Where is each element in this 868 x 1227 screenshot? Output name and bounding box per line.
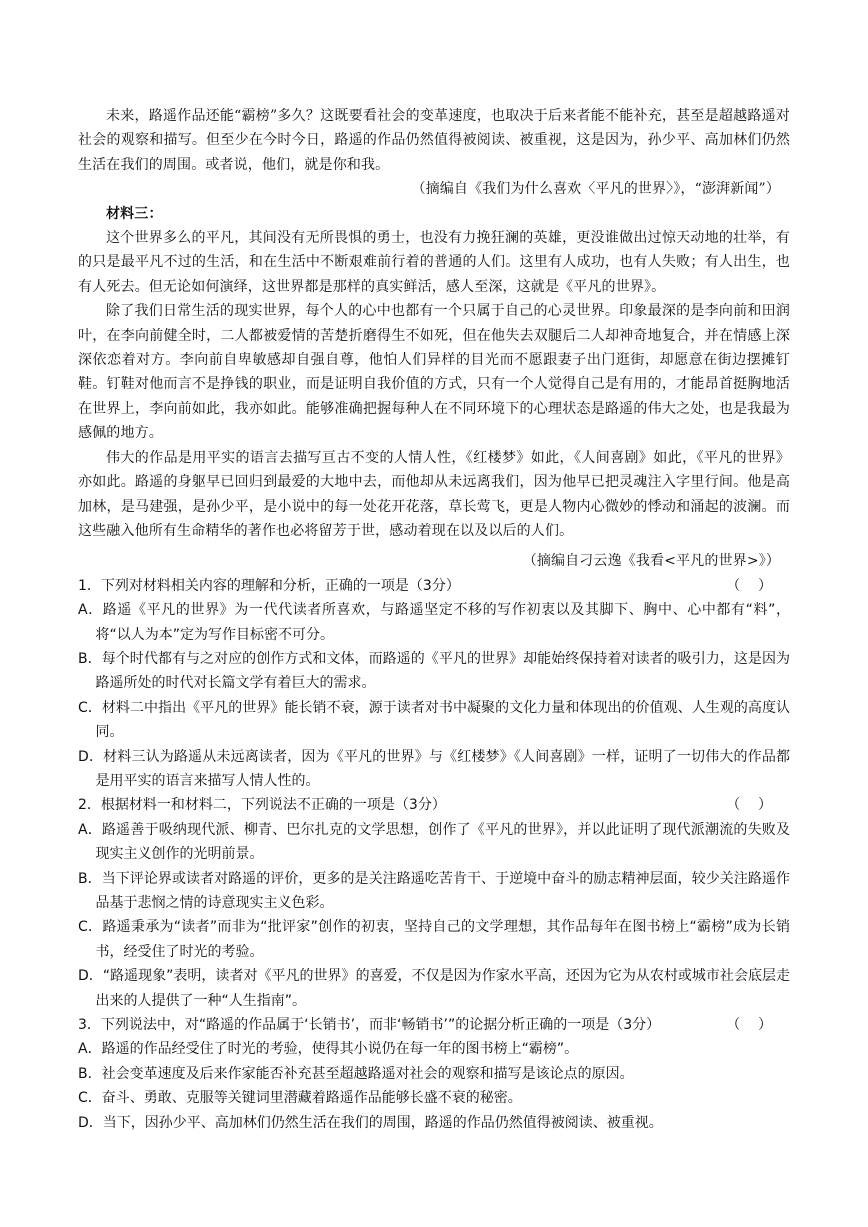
question-2 (78, 793, 790, 1013)
question-stem-row (78, 574, 790, 598)
material3-source: （摘编自刁云逸《我看<平凡的世界>》） (522, 553, 780, 570)
material2-tail-paragraph: 未来，路遥作品还能“霸榜”多久？这既要看社会的变革速度，也取决于后来者能不能补充，甚至是超越路遥对社会的观察和描写。但至少在今时今日，路遥的作品仍然值得被阅读、被重视，这是因为，孙少平、高加林们仍然生活在我们的周围。或者说，他们，就是你和我。 (78, 108, 790, 173)
question-3 (78, 1013, 790, 1135)
question-stem-row (78, 1013, 790, 1037)
option-c: C．材料二中指出《平凡的世界》能长销不衰，源于读者对书中凝聚的文化力量和体现出的价值观、人生观的高度认同。 (78, 699, 790, 741)
reading-material (78, 104, 790, 574)
question-stem: 1．下列对材料相关内容的理解和分析，正确的一项是（3分） (78, 577, 460, 594)
option-b: B．社会变革速度及后来作家能否补充甚至超越路遥对社会的观察和描写是该论点的原因。 (78, 1065, 634, 1082)
option-d: D．材料三认为路遥从未远离读者，因为《平凡的世界》与《红楼梦》《人间喜剧》一样，证明了一切伟大的作品都是用平实的语言来描写人情人性的。 (78, 748, 790, 789)
option-b: B．当下评论界或读者对路遥的评价，更多的是关注路遥吃苦肯干、于逆境中奋斗的励志精神层面，较少关注路遥作品基于悲悯之情的诗意现实主义色彩。 (78, 870, 790, 911)
question-stem-row (78, 793, 790, 817)
material3-paragraph-3: 伟大的作品是用平实的语言去描写亘古不变的人情人性，《红楼梦》如此，《人间喜剧》如此，《平凡的世界》亦如此。路遥的身躯早已回归到最爱的大地中去，而他却从未远离我们，因为他早已把灵魂注入字里行间。他是高加林，是马建强，是孙少平，是小说中的每一处花开花落，草长莺飞，更是人物内心微妙的悸动和涌起的波澜。而这些融入他所有生命精华的著作也必将留芳于世，感动着现在以及以后的人们。 (78, 449, 790, 539)
option-a: A．路遥《平凡的世界》为一代代读者所喜欢，与路遥坚定不移的写作初衷以及其脚下、胸中、心中都有“料”，将“以人为本”定为写作目标密不可分。 (78, 602, 790, 643)
option-d: D．当下，因孙少平、高加林们仍然生活在我们的周围，路遥的作品仍然值得被阅读、被重视。 (78, 1114, 663, 1131)
material3-paragraph-2: 除了我们日常生活的现实世界，每个人的心中也都有一个只属于自己的心灵世界。印象最深的是李向前和田润叶，在李向前健全时，二人都被爱情的苦楚折磨得生不如死，但在他失去双腿后二人却神奇地复合，并在情感上深深依恋着对方。李向前自卑敏感却自强自尊，他怕人们异样的目光而不愿跟妻子出门逛街，却愿意在街边摆摊钉鞋。钉鞋对他而言不是挣钱的职业，而是证明自我价值的方式，只有一个人觉得自己是有用的，才能昂首挺胸地活在世界上，李向前如此，我亦如此。能够准确把握每种人在不同环境下的心理状态是路遥的伟大之处，也是我最为感佩的地方。 (78, 303, 790, 442)
option-c: C．路遥秉承为“读者”而非为“批评家”创作的初衷，坚持自己的文学理想，其作品每年在图书榜上“霸榜”成为长销书，经受住了时光的考验。 (78, 919, 790, 960)
answer-blank[interactable]: （ ） (726, 1017, 772, 1034)
answer-blank[interactable]: （ ） (726, 577, 772, 594)
material3-label: 材料三： (106, 205, 163, 222)
material3-paragraph-1: 这个世界多么的平凡，其间没有无所畏惧的勇士，也没有力挽狂澜的英雄，更没谁做出过惊天动地的壮举，有的只是最平凡不过的生活，和在生活中不断艰难前行着的普通的人们。这里有人成功，也有人失败；有人出生，也有人死去。但无论如何演绎，这世界都是那样的真实鲜活，感人至深，这就是《平凡的世界》。 (78, 230, 790, 295)
question-1 (78, 574, 790, 794)
question-stem: 3．下列说法中，对“路遥的作品属于‘长销书’，而非‘畅销书’”的论据分析正确的一项是（3分） (78, 1017, 661, 1034)
answer-blank[interactable]: （ ） (726, 797, 772, 814)
option-a: A．路遥的作品经受住了时光的考验，使得其小说仍在每一年的图书榜上“霸榜”。 (78, 1041, 579, 1058)
questions-section (78, 574, 790, 1135)
question-stem: 2．根据材料一和材料二，下列说法不正确的一项是（3分） (78, 797, 446, 814)
option-d: D．“路遥现象”表明，读者对《平凡的世界》的喜爱，不仅是因为作家水平高，还因为它为从农村或城市社会底层走出来的人提供了一种“人生指南”。 (78, 968, 790, 1009)
material2-source: （摘编自《我们为什么喜欢〈平凡的世界〉》，“澎湃新闻”） (411, 181, 780, 198)
option-b: B．每个时代都有与之对应的创作方式和文体，而路遥的《平凡的世界》却能始终保持着对读者的吸引力，这是因为路遥所处的时代对长篇文学有着巨大的需求。 (78, 650, 790, 692)
option-c: C．奋斗、勇敢、克服等关键词里潜藏着路遥作品能够长盛不衰的秘密。 (78, 1090, 522, 1107)
option-a: A．路遥善于吸纳现代派、柳青、巴尔扎克的文学思想，创作了《平凡的世界》，并以此证明了现代派潮流的失败及现实主义创作的光明前景。 (78, 821, 790, 863)
